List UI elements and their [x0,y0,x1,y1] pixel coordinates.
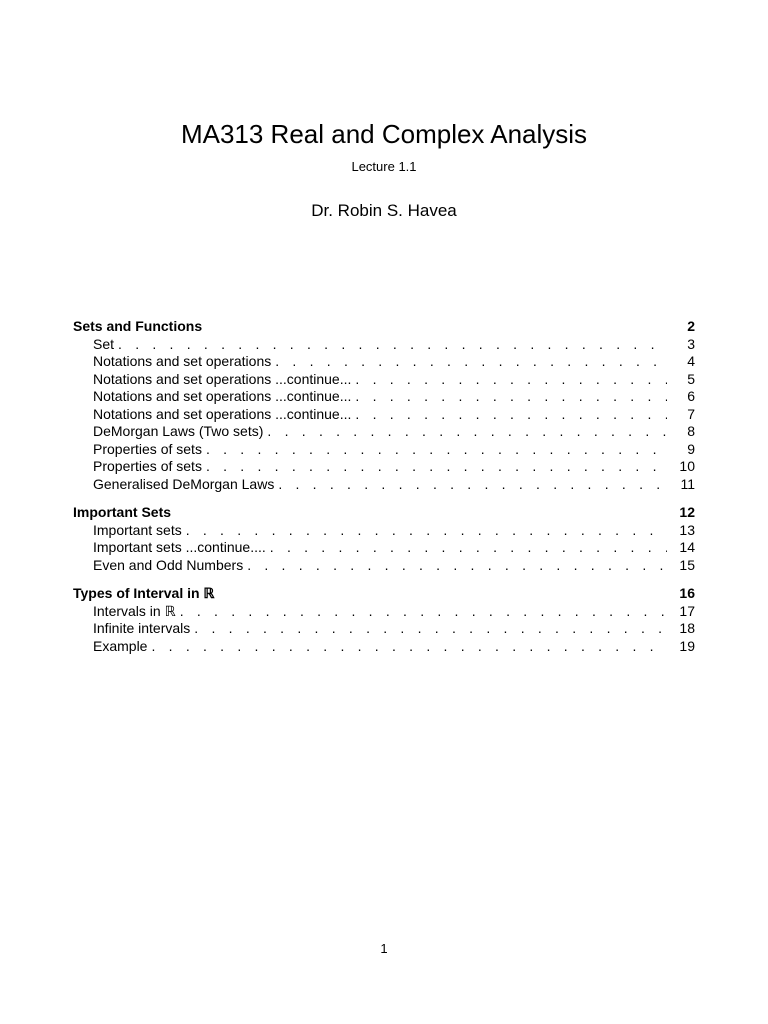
toc-leader-dots [267,423,667,441]
toc-section-title: Types of Interval in ℝ [73,585,215,601]
toc-entry-title: Intervals in ℝ [93,602,176,619]
toc-entry-page: 8 [687,423,695,439]
toc-leader-dots [180,603,667,621]
toc-leader-dots [206,441,667,459]
toc-entry-title: DeMorgan Laws (Two sets) [93,423,264,439]
table-of-contents [73,318,695,666]
toc-leader-dots [151,638,667,656]
toc-entry-page: 18 [679,620,695,636]
toc-section-title: Sets and Functions [73,318,203,334]
toc-section-types-of-interval [73,585,695,655]
toc-section-heading[interactable] [73,318,695,336]
toc-entry-title: Notations and set operations ...continue... [93,405,352,422]
toc-leader-dots [275,353,667,371]
toc-entry-title: Important sets ...continue.... [93,539,266,555]
toc-leader-dots [206,458,667,476]
toc-entry[interactable] [73,638,695,656]
toc-section-sets-and-functions [73,318,695,493]
toc-entry-page: 3 [687,335,695,352]
toc-entry-page: 10 [679,458,695,474]
toc-section-title: Important Sets [73,504,172,520]
toc-entry[interactable] [73,406,695,424]
toc-section-page: 2 [687,318,695,334]
toc-entry[interactable] [73,458,695,476]
toc-entry-page: 11 [680,475,695,492]
toc-leader-dots [194,620,667,638]
toc-section-page: 16 [679,585,695,601]
toc-leader-dots [355,371,667,389]
toc-entry-title: Properties of sets [93,440,202,457]
toc-leader-dots [355,388,667,406]
toc-entry[interactable] [73,557,695,575]
toc-section-heading[interactable] [73,585,695,603]
toc-entry-title: Example [93,637,148,654]
toc-entry[interactable] [73,539,695,557]
toc-leader-dots [270,539,667,557]
toc-entry-page: 15 [679,556,695,573]
toc-entry[interactable] [73,388,695,406]
toc-leader-dots [247,557,667,575]
document-title: MA313 Real and Complex Analysis [180,119,588,149]
toc-section-important-sets [73,504,695,574]
author-name: Dr. Robin S. Havea [311,201,457,220]
toc-entry-page: 5 [687,370,695,387]
toc-entry[interactable] [73,336,695,354]
toc-entry-title: Notations and set operations ...continue... [93,370,352,387]
toc-entry-title: Even and Odd Numbers [93,556,244,573]
toc-entry-page: 19 [679,637,695,654]
toc-section-page: 12 [679,504,695,520]
toc-entry[interactable] [73,603,695,621]
toc-entry[interactable] [73,423,695,441]
toc-entry-title: Set [93,335,115,352]
toc-entry-title: Notations and set operations ...continue... [93,388,352,404]
toc-entry-page: 6 [687,388,695,404]
toc-section-heading[interactable] [73,504,695,522]
toc-entry[interactable] [73,441,695,459]
lecture-subtitle: Lecture 1.1 [351,159,417,174]
toc-entry-title: Properties of sets [93,458,202,474]
toc-entry-page: 9 [687,440,695,457]
toc-entry[interactable] [73,371,695,389]
toc-entry-page: 4 [687,353,695,369]
toc-entry-title: Generalised DeMorgan Laws [93,475,275,492]
page-number: 1 [380,941,388,956]
toc-leader-dots [278,476,667,494]
toc-entry-page: 14 [679,539,695,555]
toc-entry-page: 7 [687,405,695,422]
toc-leader-dots [355,406,667,424]
toc-entry[interactable] [73,620,695,638]
toc-leader-dots [186,522,667,540]
toc-entry-title: Notations and set operations [93,353,272,369]
toc-entry-title: Infinite intervals [93,620,191,636]
toc-entry-page: 17 [679,602,695,619]
toc-entry[interactable] [73,522,695,540]
toc-leader-dots [118,336,667,354]
toc-entry-page: 13 [679,521,695,538]
toc-entry-title: Important sets [93,521,182,538]
toc-entry[interactable] [73,476,695,494]
toc-entry[interactable] [73,353,695,371]
